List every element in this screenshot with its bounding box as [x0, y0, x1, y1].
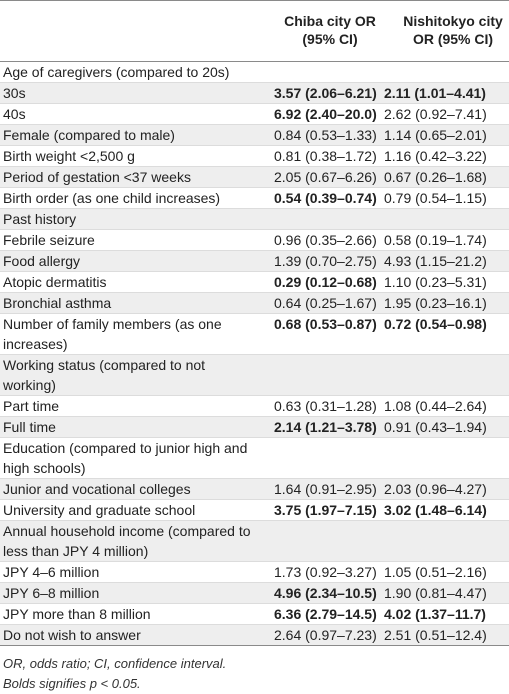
nishitokyo-or-value: 4.02 (1.37–11.7): [384, 606, 486, 622]
nishitokyo-or-value: 0.91 (0.43–1.94): [384, 419, 487, 435]
row-label: Female (compared to male): [3, 127, 175, 143]
chiba-or-value: 2.14 (1.21–3.78): [274, 419, 377, 435]
chiba-or-value: 0.81 (0.38–1.72): [274, 148, 377, 164]
table-row: [0, 83, 509, 104]
row-label: 30s: [3, 85, 26, 101]
row-label: JPY 4–6 million: [3, 564, 100, 580]
chiba-or-value: 0.54 (0.39–0.74): [274, 190, 377, 206]
chiba-or-value: 3.57 (2.06–6.21): [274, 85, 377, 101]
nishitokyo-or-value: 0.72 (0.54–0.98): [384, 316, 487, 332]
nishitokyo-or-value: 2.11 (1.01–4.41): [384, 85, 486, 101]
header-chiba: [270, 12, 390, 48]
row-label: Atopic dermatitis: [3, 274, 107, 290]
table-row: [0, 583, 509, 604]
header-chiba-line1: Chiba city OR: [284, 13, 376, 29]
nishitokyo-or-value: 1.10 (0.23–5.31): [384, 274, 487, 290]
table-row: [0, 188, 509, 209]
nishitokyo-or-value: 1.14 (0.65–2.01): [384, 127, 487, 143]
row-label: Working status (compared to not working): [3, 357, 206, 393]
chiba-or-value: 3.75 (1.97–7.15): [274, 502, 377, 518]
footnote-bold-meaning: Bolds signifies p < 0.05.: [3, 676, 141, 691]
row-label: Birth order (as one child increases): [3, 190, 221, 206]
row-label: Period of gestation <37 weeks: [3, 169, 191, 185]
table-row: [0, 146, 509, 167]
nishitokyo-or-value: 1.95 (0.23–16.1): [384, 295, 487, 311]
table-row: [0, 438, 509, 479]
row-label: JPY more than 8 million: [3, 606, 151, 622]
table-row: [0, 125, 509, 146]
chiba-or-value: 0.84 (0.53–1.33): [274, 127, 377, 143]
chiba-or-value: 0.63 (0.31–1.28): [274, 398, 377, 414]
row-label: JPY 6–8 million: [3, 585, 100, 601]
row-label: Food allergy: [3, 253, 81, 269]
row-label: Age of caregivers (compared to 20s): [3, 64, 230, 80]
nishitokyo-or-value: 2.62 (0.92–7.41): [384, 106, 487, 122]
chiba-or-value: 0.29 (0.12–0.68): [274, 274, 377, 290]
table-row: [0, 167, 509, 188]
row-label: Junior and vocational colleges: [3, 481, 191, 497]
chiba-or-value: 0.64 (0.25–1.67): [274, 295, 377, 311]
table-row: [0, 417, 509, 438]
table-row: [0, 251, 509, 272]
table-row: [0, 230, 509, 251]
nishitokyo-or-value: 4.93 (1.15–21.2): [384, 253, 487, 269]
nishitokyo-or-value: 0.58 (0.19–1.74): [384, 232, 487, 248]
row-label: Number of family members (as one increases): [3, 316, 222, 352]
nishitokyo-or-value: 2.03 (0.96–4.27): [384, 481, 487, 497]
header-nishitokyo: [393, 12, 509, 48]
chiba-or-value: 2.05 (0.67–6.26): [274, 169, 377, 185]
row-label: Birth weight <2,500 g: [3, 148, 135, 164]
chiba-or-value: 1.64 (0.91–2.95): [274, 481, 377, 497]
row-label: Annual household income (compared to less than JPY 4 million): [3, 523, 251, 559]
nishitokyo-or-value: 0.79 (0.54–1.15): [384, 190, 487, 206]
chiba-or-value: 2.64 (0.97–7.23): [274, 627, 377, 643]
row-label: Education (compared to junior high and high schools): [3, 440, 248, 476]
row-label: Past history: [3, 211, 77, 227]
nishitokyo-or-value: 1.05 (0.51–2.16): [384, 564, 487, 580]
nishitokyo-or-value: 2.51 (0.51–12.4): [384, 627, 487, 643]
table-row: [0, 62, 509, 83]
table-header: [0, 0, 509, 62]
row-label: University and graduate school: [3, 502, 196, 518]
chiba-or-value: 0.68 (0.53–0.87): [274, 316, 377, 332]
table-row: [0, 500, 509, 521]
chiba-or-value: 1.73 (0.92–3.27): [274, 564, 377, 580]
nishitokyo-or-value: 1.90 (0.81–4.47): [384, 585, 487, 601]
footnote-abbreviations: OR, odds ratio; CI, confidence interval.: [3, 656, 227, 671]
table-row: [0, 272, 509, 293]
table-footnotes: [0, 646, 509, 694]
table-row: [0, 604, 509, 625]
row-label: Febrile seizure: [3, 232, 95, 248]
row-label: Part time: [3, 398, 60, 414]
table-row: [0, 479, 509, 500]
table-body: [0, 62, 509, 646]
table-row: [0, 355, 509, 396]
header-chiba-line2: (95% CI): [302, 31, 358, 47]
row-label: Bronchial asthma: [3, 295, 112, 311]
table-row: [0, 293, 509, 314]
chiba-or-value: 6.36 (2.79–14.5): [274, 606, 377, 622]
nishitokyo-or-value: 3.02 (1.48–6.14): [384, 502, 487, 518]
header-nishitokyo-line2: OR (95% CI): [412, 31, 494, 47]
table-row: [0, 625, 509, 646]
nishitokyo-or-value: 0.67 (0.26–1.68): [384, 169, 487, 185]
table-row: [0, 396, 509, 417]
nishitokyo-or-value: 1.08 (0.44–2.64): [384, 398, 487, 414]
chiba-or-value: 6.92 (2.40–20.0): [274, 106, 377, 122]
table-row: [0, 209, 509, 230]
row-label: Do not wish to answer: [3, 627, 141, 643]
chiba-or-value: 1.39 (0.70–2.75): [274, 253, 377, 269]
table-row: [0, 521, 509, 562]
row-label: 40s: [3, 106, 26, 122]
header-nishitokyo-line1: Nishitokyo city: [403, 13, 503, 29]
chiba-or-value: 4.96 (2.34–10.5): [274, 585, 377, 601]
chiba-or-value: 0.96 (0.35–2.66): [274, 232, 377, 248]
row-label: Full time: [3, 419, 56, 435]
table-row: [0, 314, 509, 355]
nishitokyo-or-value: 1.16 (0.42–3.22): [384, 148, 487, 164]
table-row: [0, 562, 509, 583]
table-row: [0, 104, 509, 125]
header-top-rule: [0, 0, 509, 1]
